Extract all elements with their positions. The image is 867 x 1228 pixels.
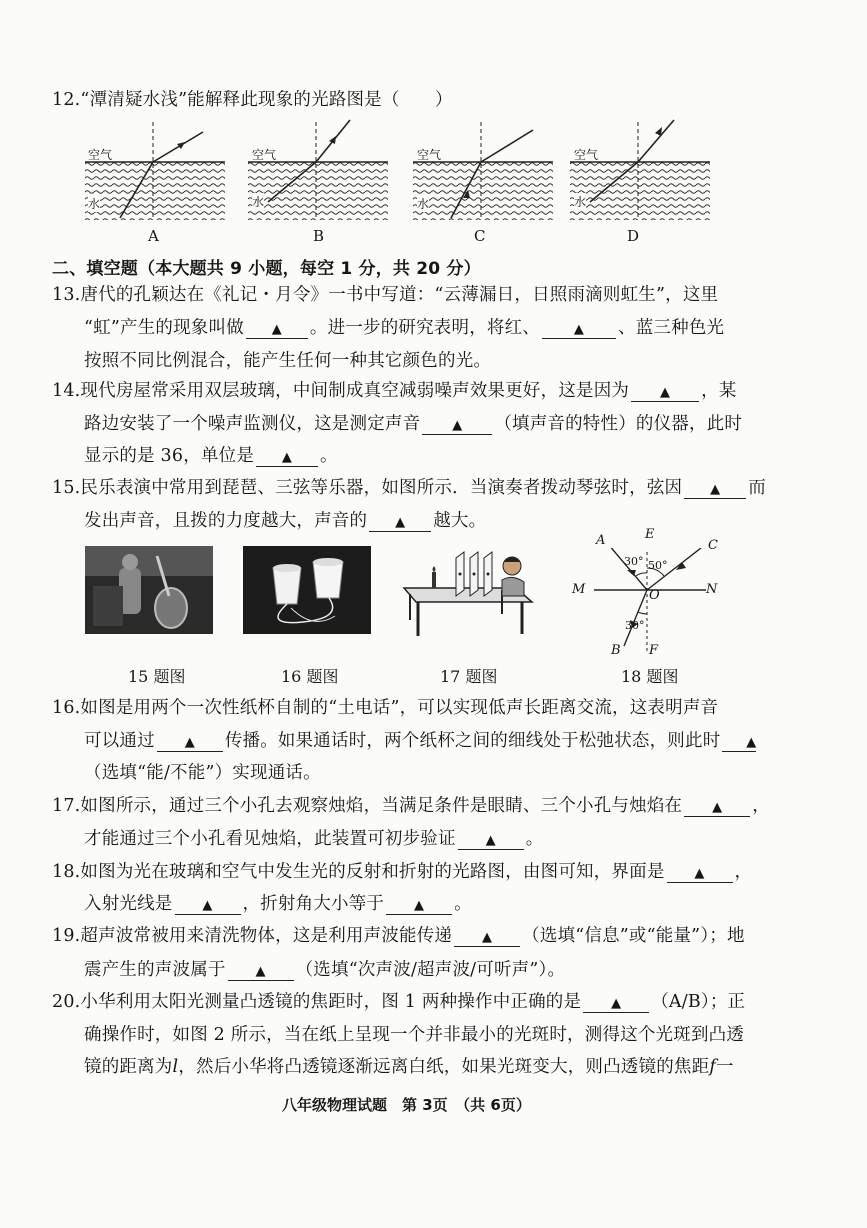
q12-diagram-c <box>413 118 553 224</box>
q15-line2: 发出声音，且拨的力度越大，声音的 ▲ 越大。 <box>84 511 487 531</box>
fig18-angle-50: 50° <box>648 559 668 572</box>
answer-blank[interactable]: ▲ <box>458 829 524 850</box>
fig18-angle-30-top: 30° <box>624 555 644 568</box>
air-label-b: 空气 <box>252 148 277 162</box>
air-label-a: 空气 <box>88 148 113 162</box>
option-c-label: C <box>474 227 486 245</box>
q18-line2: 入射光线是 ▲ ，折射角大小等于 ▲ 。 <box>84 894 472 914</box>
fig18-caption: 18 题图 <box>621 667 679 686</box>
q16-line2: 可以通过 ▲ 传播。如果通话时，两个纸杯之间的细线处于松弛状态，则此时 ▲ <box>84 731 757 751</box>
air-label-d: 空气 <box>574 148 599 162</box>
q12-text: 12.“潭清疑水浅”能解释此现象的光路图是（ ） <box>52 90 453 110</box>
answer-blank[interactable]: ▲ <box>667 862 733 883</box>
fig18-label-m: M <box>572 582 586 597</box>
answer-blank[interactable]: ▲ <box>422 414 492 435</box>
answer-blank[interactable]: ▲ <box>542 318 616 339</box>
q16-line1: 16.如图是用两个一次性纸杯自制的“土电话”，可以实现低声长距离交流，这表明声音 <box>52 698 719 718</box>
answer-blank[interactable]: ▲ <box>157 731 223 752</box>
option-d-label: D <box>627 227 640 245</box>
fig18-label-f: F <box>649 643 659 658</box>
answer-blank[interactable]: ▲ <box>583 992 649 1013</box>
fig18-label-c: C <box>708 538 718 553</box>
fig18-label-o: O <box>649 588 660 603</box>
answer-blank[interactable]: ▲ <box>246 318 308 339</box>
answer-blank[interactable]: ▲ <box>684 478 746 499</box>
q14-line2: 路边安装了一个噪声监测仪，这是测定声音 ▲ （填声音的特性）的仪器，此时 <box>84 414 743 434</box>
q18-line1: 18.如图为光在玻璃和空气中发生光的反射和折射的光路图，由图可知，界面是 ▲ ， <box>52 862 753 882</box>
page-footer: 八年级物理试题 第 3页 （共 6页） <box>282 1096 531 1114</box>
air-label-c: 空气 <box>417 148 442 162</box>
answer-blank[interactable]: ▲ <box>228 960 294 981</box>
q13-line1: 13.唐代的孔颖达在《礼记・月令》一书中写道：“云薄漏日，日照雨滴则虹生”，这里 <box>52 285 719 305</box>
q19-line2: 震产生的声波属于 ▲ （选填“次声波/超声波/可听声”）。 <box>84 960 566 980</box>
q17-line2: 才能通过三个小孔看见烛焰，此装置可初步验证 ▲ 。 <box>84 829 544 849</box>
q14-line1: 14.现代房屋常采用双层玻璃，中间制成真空减弱噪声效果更好，这是因为 ▲ ，某 <box>52 381 737 401</box>
fig18-label-a: A <box>596 533 606 548</box>
q20-line2: 确操作时，如图 2 所示，当在纸上呈现一个并非最小的光斑时，测得这个光斑到凸透 <box>84 1025 745 1045</box>
fig18-label-n: N <box>706 582 718 597</box>
option-b-label: B <box>313 227 325 245</box>
answer-blank[interactable]: ▲ <box>684 796 750 817</box>
q13-line2: “虹”产生的现象叫做 ▲ 。进一步的研究表明，将红、 ▲ 、蓝三种色光 <box>84 318 725 338</box>
answer-blank[interactable]: ▲ <box>369 511 431 532</box>
section-title: 二、填空题（本大题共 9 小题，每空 1 分，共 20 分） <box>52 259 481 279</box>
fig17-caption: 17 题图 <box>440 667 498 686</box>
water-label-d: 水 <box>574 195 587 209</box>
q12-diagram-d <box>570 118 710 224</box>
answer-blank[interactable]: ▲ <box>256 446 318 467</box>
q16-line3: （选填“能/不能”）实现通话。 <box>84 763 321 783</box>
q13-line3: 按照不同比例混合，能产生任何一种其它颜色的光。 <box>84 351 492 371</box>
option-a-label: A <box>148 227 159 245</box>
q20-line3: 镜的距离为l，然后小华将凸透镜逐渐远离白纸，如果光斑变大，则凸透镜的焦距f一 <box>84 1057 734 1077</box>
q19-line1: 19.超声波常被用来清洗物体，这是利用声波能传递 ▲ （选填“信息”或“能量”）；地 <box>52 926 745 946</box>
fig15-instrument-photo <box>85 546 213 634</box>
fig15-caption: 15 题图 <box>128 667 186 686</box>
fig16-cup-telephone-photo <box>243 546 371 634</box>
water-label-c: 水 <box>417 197 430 211</box>
fig18-angle-30-bottom: 30° <box>625 619 645 632</box>
answer-blank[interactable]: ▲ <box>454 926 520 947</box>
answer-blank[interactable]: ▲ <box>175 894 241 915</box>
water-label-b: 水 <box>252 195 265 209</box>
fig18-light-path-diagram <box>566 548 726 662</box>
q12-diagram-b <box>248 118 388 224</box>
q20-line1: 20.小华利用太阳光测量凸透镜的焦距时，图 1 两种操作中正确的是 ▲ （A/B）；正 <box>52 992 746 1012</box>
q14-line3: 显示的是 36，单位是 ▲ 。 <box>84 446 338 466</box>
answer-blank[interactable]: ▲ <box>722 731 756 752</box>
fig18-label-b: B <box>611 643 621 658</box>
q15-line1: 15.民乐表演中常用到琵琶、三弦等乐器，如图所示．当演奏者拨动琴弦时，弦因 ▲ 而 <box>52 478 766 498</box>
answer-blank[interactable]: ▲ <box>386 894 452 915</box>
fig18-label-e: E <box>645 527 655 542</box>
q12-diagram-a <box>85 118 225 224</box>
q17-line1: 17.如图所示，通过三个小孔去观察烛焰，当满足条件是眼睛、三个小孔与烛焰在 ▲ ， <box>52 796 770 816</box>
fig17-pinhole-table <box>398 540 538 640</box>
fig16-caption: 16 题图 <box>281 667 339 686</box>
answer-blank[interactable]: ▲ <box>631 381 699 402</box>
water-label-a: 水 <box>88 197 101 211</box>
